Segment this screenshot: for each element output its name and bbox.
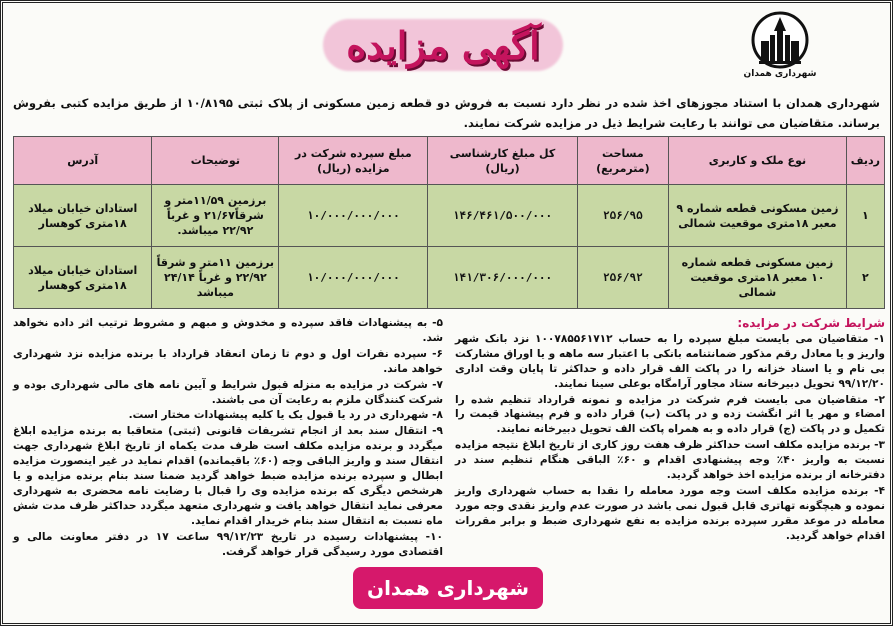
logo-caption: شهرداری همدان	[743, 69, 817, 79]
appraisal-value: ۱۴۱/۳۰۶/۰۰۰/۰۰۰	[428, 247, 577, 309]
appraisal-value: ۱۴۶/۴۶۱/۵۰۰/۰۰۰	[428, 185, 577, 247]
term-item: ۷- شرکت در مزایده به منزله قبول شرایط و آیین نامه های مالی شهرداری بوده و شرکت کنندگان ملزم به رعایت آن می باشند.	[13, 378, 443, 406]
description: برزمین ۱۱/۵۹متر و شرقاً۲۱/۶۷ و غرباً ۲۲/۹۲ میباشد.	[152, 185, 279, 247]
table-row	[14, 247, 885, 309]
row-number: ۲	[846, 247, 884, 309]
table-header-row	[14, 137, 885, 185]
header-cell: مساحت (مترمربع)	[577, 137, 668, 185]
address: استادان خیابان میلاد ۱۸متری کوهسار	[14, 185, 152, 247]
deposit-value: ۱۰/۰۰۰/۰۰۰/۰۰۰	[279, 185, 428, 247]
term-item: ۱۰- پیشنهادات رسیده در تاریخ ۹۹/۱۲/۲۳ ساعت ۱۷ در دفتر معاونت مالی و اقتصادی مورد رسیدگی قرار خواهد گرفت.	[13, 530, 443, 558]
terms-heading: شرایط شرکت در مزایده:	[737, 316, 885, 330]
terms-section	[13, 316, 885, 570]
property-table	[13, 136, 885, 309]
header-cell: آدرس	[14, 137, 152, 185]
terms-column-right	[455, 316, 885, 570]
term-item: ۶- سپرده نفرات اول و دوم تا زمان انعقاد قرارداد با برنده مزایده نزد شهرداری خواهد ماند.	[13, 347, 443, 375]
header-cell: کل مبلغ کارشناسی (ریال)	[428, 137, 577, 185]
address: استادان خیابان میلاد ۱۸متری کوهسار	[14, 247, 152, 309]
page-title: آگهی مزایده	[346, 22, 540, 68]
term-item: ۹- انتقال سند بعد از انجام تشریفات قانونی (ثبتی) متعاقبا به برنده مزایده ابلاغ میگردد و برنده مزایده مکلف است ظرف مدت یکماه از تاریخ ابلاغ شهرداری جهت انتقال سند و واریز الباقی وجه (۶۰٪ باقیمانده) اقدام نماید در غیر اینصورت مزایده ابطال و سپرده برنده مزایده ضبط خواهد گردید ضمنا سند بنام برنده مزایده و یا هرشخص دیگری که برنده مزایده وی را قبال با رضایت نامه محضری به شهرداری معرفی نماید انتقال خواهد یافت و شهرداری متعهد میگردد حداکثر ظرف مدت شش ماه نسبت به انتقال سند بنام خریدار اقدام نماید.	[13, 425, 443, 527]
municipality-logo	[740, 11, 820, 85]
area-value: ۲۵۶/۹۲	[577, 247, 668, 309]
term-item: ۳- برنده مزایده مکلف است حداکثر ظرف هفت روز کاری از تاریخ ابلاغ نتیجه مزایده نسبت به واریز ۴۰٪ وجه پیشنهادی اقدام و ۶۰٪ الباقی هنگام تنظیم سند در دفترخانه از برنده مزایده اخذ خواهد گردید.	[455, 439, 885, 482]
property-type: زمین مسکونی قطعه شماره ۹ معبر ۱۸متری موقعیت شمالی	[669, 185, 847, 247]
term-item: ۲- متقاضیان می بایست فرم شرکت در مزایده و نمونه قرارداد تنظیم شده را امضاء و مهر یا اثر انگشت زده و در پاکت (ب) قرار داده و فرم پیشنهاد قیمت را تکمیل و در پاکت (ج) قرار داده و به همراه پاکت الف تحویل دبیرخانه نمایند.	[455, 393, 885, 436]
header-cell: مبلغ سپرده شرکت در مزایده (ریال)	[279, 137, 428, 185]
term-item: ۸- شهرداری در رد یا قبول یک یا کلیه پیشنهادات مختار است.	[128, 409, 443, 422]
deposit-value: ۱۰/۰۰۰/۰۰۰/۰۰۰	[279, 247, 428, 309]
municipality-emblem-icon	[749, 11, 811, 69]
header-cell: نوع ملک و کاربری	[669, 137, 847, 185]
title-banner	[313, 15, 573, 75]
term-item: ۴- برنده مزایده مکلف است وجه مورد معامله را نقدا به حساب شهرداری واریز نموده و هیچگونه تهاتری قابل قبول نمی باشد در صورت عدم واریز نقدی وجه مورد معامله در موعد مقرر سپرده برنده مزایده به نفع شهرداری ضبط و برابر مقررات اقدام خواهد گردید.	[455, 484, 885, 542]
header-cell: ردیف	[846, 137, 884, 185]
footer-banner	[353, 567, 543, 609]
description: برزمین ۱۱متر و شرقاً ۲۲/۹۲ و غرباً ۲۴/۱۴ میباشد	[152, 247, 279, 309]
intro-text: شهرداری همدان با استناد مجوزهای اخذ شده در نظر دارد نسبت به فروش دو قطعه زمین مسکونی از پلاک ثبتی ۱۰/۸۱۹۵ از طریق مزایده کتبی بفروش برساند. متقاضیان می توانند با رعایت شرایط ذیل در مزایده شرکت نمایند.	[13, 96, 880, 130]
area-value: ۲۵۶/۹۵	[577, 185, 668, 247]
footer-text: شهرداری همدان	[367, 576, 529, 600]
terms-column-left	[13, 316, 443, 570]
row-number: ۱	[846, 185, 884, 247]
table-row	[14, 185, 885, 247]
term-item: ۵- به پیشنهادات فاقد سپرده و مخدوش و مبهم و مشروط ترتیب اثر داده نخواهد شد.	[13, 317, 443, 344]
term-item: ۱- متقاضیان می بایست مبلغ سپرده را به حساب ۱۰۰۷۸۵۵۶۱۷۱۲ نزد بانک شهر واریز و یا معادل رقم مذکور ضمانتنامه بانکی با اعتبار سه ماهه و یا اوراق مشارکت بی نام و یا اسناد خزانه را در پاکت الف قرار داده و حداکثر تا پایان وقت اداری ۹۹/۱۲/۲۰ تحویل دبیرخانه ستاد مجاور آرامگاه بوعلی سینا نمایند.	[455, 332, 885, 390]
header-cell: توضیحات	[152, 137, 279, 185]
property-type: زمین مسکونی قطعه شماره ۱۰ معبر ۱۸متری موقعیت شمالی	[669, 247, 847, 309]
